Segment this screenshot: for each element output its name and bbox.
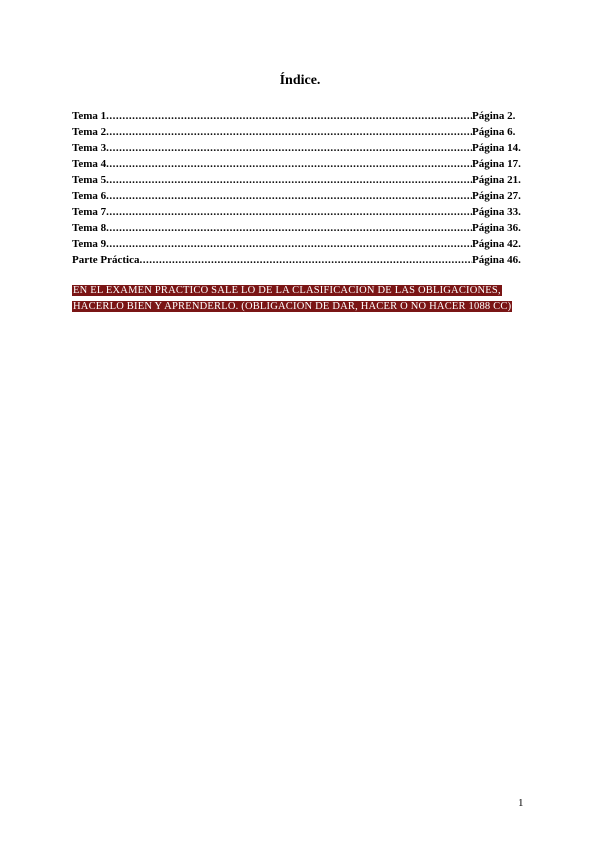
toc-label: Tema 8 <box>72 222 107 234</box>
toc-leader <box>106 188 472 204</box>
toc-label: Tema 3 <box>72 142 107 154</box>
toc-leader <box>139 252 472 268</box>
toc-label: Tema 1 <box>72 110 107 122</box>
toc-leader <box>106 204 472 220</box>
toc-row-tema-6[interactable] <box>72 188 528 204</box>
toc-row-tema-9[interactable] <box>72 236 528 252</box>
toc-label: Tema 2 <box>72 126 107 138</box>
toc-leader <box>106 172 472 188</box>
toc-page: Página 21. <box>472 174 521 186</box>
toc-row-tema-3[interactable] <box>72 140 528 156</box>
notice-line-1: EN EL EXAMEN PRACTICO SALE LO DE LA CLASIFICACION DE LAS OBLIGACIONES, <box>73 285 501 296</box>
toc-row-tema-2[interactable] <box>72 124 528 140</box>
toc-label: Tema 4 <box>72 158 107 170</box>
toc-label: Parte Práctica <box>72 254 140 266</box>
toc-row-tema-1[interactable] <box>72 108 528 124</box>
toc-leader <box>106 108 472 124</box>
toc-label: Tema 9 <box>72 238 107 250</box>
toc-label: Tema 6 <box>72 190 107 202</box>
toc-label: Tema 5 <box>72 174 107 186</box>
toc-row-tema-7[interactable] <box>72 204 528 220</box>
page-title: Índice. <box>279 73 321 88</box>
toc-leader <box>106 124 472 140</box>
toc-page: Página 36. <box>472 222 521 234</box>
toc-leader <box>106 236 472 252</box>
toc-page: Página 27. <box>472 190 521 202</box>
page-number: 1 <box>518 797 524 809</box>
toc-page: Página 14. <box>472 142 521 154</box>
toc-row-tema-5[interactable] <box>72 172 528 188</box>
toc-page: Página 42. <box>472 238 521 250</box>
toc-leader <box>106 140 472 156</box>
toc-page: Página 46. <box>472 254 521 266</box>
toc-row-tema-8[interactable] <box>72 220 528 236</box>
toc-page: Página 17. <box>472 158 521 170</box>
toc-page: Página 33. <box>472 206 521 218</box>
toc-row-parte-practica[interactable] <box>72 252 528 268</box>
notice-line-2: HACERLO BIEN Y APRENDERLO. (OBLIGACIÓN DE DAR, HACER O NO HACER 1088 CC) <box>73 301 512 312</box>
toc-leader <box>106 220 472 236</box>
highlighted-notice <box>72 283 532 315</box>
toc-row-tema-4[interactable] <box>72 156 528 172</box>
toc-label: Tema 7 <box>72 206 107 218</box>
toc-leader <box>106 156 472 172</box>
toc-page: Página 6. <box>472 126 516 138</box>
table-of-contents <box>72 108 528 268</box>
toc-page: Página 2. <box>472 110 516 122</box>
